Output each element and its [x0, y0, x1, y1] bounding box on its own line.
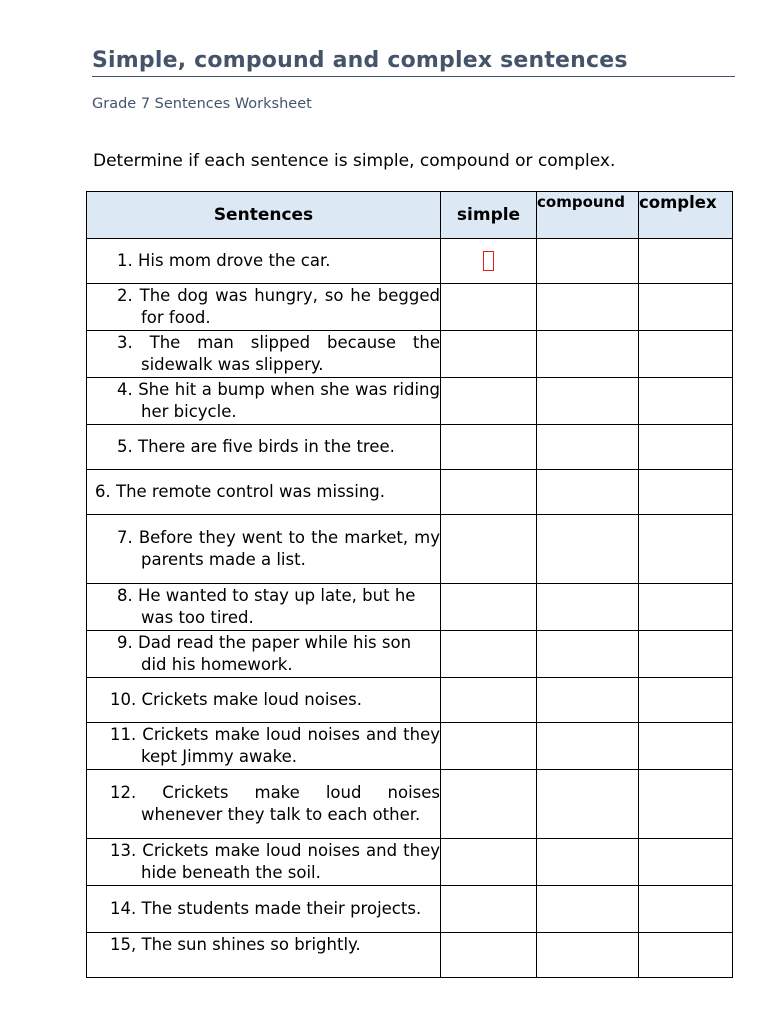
- compound-cell[interactable]: [537, 584, 639, 631]
- sentence-text: 13. Crickets make loud noises and they hide beneath the soil.: [110, 841, 440, 882]
- complex-cell[interactable]: [639, 631, 733, 678]
- sentence-text: 9. Dad read the paper while his son did his homework.: [117, 633, 412, 674]
- sentence-text: 2. The dog was hungry, so he begged for food.: [117, 286, 440, 327]
- header-compound: compound: [537, 192, 639, 239]
- compound-cell[interactable]: [537, 239, 639, 284]
- sentence-cell: [87, 378, 441, 425]
- table-row: [87, 425, 733, 470]
- sentence-cell: [87, 886, 441, 933]
- sentence-cell: [87, 584, 441, 631]
- complex-cell[interactable]: [639, 886, 733, 933]
- simple-cell[interactable]: [441, 239, 537, 284]
- compound-cell[interactable]: [537, 886, 639, 933]
- compound-cell[interactable]: [537, 631, 639, 678]
- sentence-cell: [87, 331, 441, 378]
- simple-cell[interactable]: [441, 678, 537, 723]
- complex-cell[interactable]: [639, 770, 733, 839]
- complex-cell[interactable]: [639, 284, 733, 331]
- table-row: [87, 723, 733, 770]
- sentence-cell: [87, 770, 441, 839]
- sentence-text: 4. She hit a bump when she was riding her bicycle.: [117, 380, 440, 421]
- sentences-table: [86, 191, 733, 978]
- complex-cell[interactable]: [639, 584, 733, 631]
- compound-cell[interactable]: [537, 515, 639, 584]
- sentence-cell: [87, 470, 441, 515]
- sentence-text: 11. Crickets make loud noises and they kept Jimmy awake.: [110, 725, 440, 766]
- sentence-text: 6. The remote control was missing.: [95, 482, 386, 501]
- table-row: [87, 331, 733, 378]
- table-header-row: [87, 192, 733, 239]
- simple-cell[interactable]: [441, 515, 537, 584]
- compound-cell[interactable]: [537, 378, 639, 425]
- sentence-text: 15, The sun shines so brightly.: [110, 935, 361, 954]
- sentence-cell: [87, 515, 441, 584]
- sentence-text: 3. The man slipped because the sidewalk was slippery.: [117, 333, 440, 374]
- table-row: [87, 631, 733, 678]
- header-simple: simple: [441, 192, 537, 239]
- complex-cell[interactable]: [639, 470, 733, 515]
- table-row: [87, 886, 733, 933]
- compound-cell[interactable]: [537, 425, 639, 470]
- simple-cell[interactable]: [441, 331, 537, 378]
- compound-cell[interactable]: [537, 678, 639, 723]
- table-row: [87, 770, 733, 839]
- sentence-text: 1. His mom drove the car.: [117, 251, 331, 270]
- table-row: [87, 378, 733, 425]
- table-row: [87, 284, 733, 331]
- complex-cell[interactable]: [639, 678, 733, 723]
- sentence-cell: [87, 284, 441, 331]
- compound-cell[interactable]: [537, 770, 639, 839]
- sentence-cell: [87, 678, 441, 723]
- compound-cell[interactable]: [537, 284, 639, 331]
- instructions: Determine if each sentence is simple, compound or complex.: [93, 151, 616, 171]
- compound-cell[interactable]: [537, 933, 639, 978]
- simple-cell[interactable]: [441, 933, 537, 978]
- table-row: [87, 933, 733, 978]
- sentence-text: 12. Crickets make loud noises whenever they talk to each other.: [110, 783, 440, 824]
- complex-cell[interactable]: [639, 425, 733, 470]
- simple-cell[interactable]: [441, 470, 537, 515]
- complex-cell[interactable]: [639, 378, 733, 425]
- sentence-text: 5. There are five birds in the tree.: [117, 437, 395, 456]
- complex-cell[interactable]: [639, 839, 733, 886]
- sentence-cell: [87, 933, 441, 978]
- compound-cell[interactable]: [537, 839, 639, 886]
- sentence-text: 10. Crickets make loud noises.: [110, 690, 363, 709]
- sentence-cell: [87, 631, 441, 678]
- sentence-text: 14. The students made their projects.: [110, 899, 422, 918]
- simple-cell[interactable]: [441, 723, 537, 770]
- table-row: [87, 470, 733, 515]
- simple-cell[interactable]: [441, 584, 537, 631]
- complex-cell[interactable]: [639, 331, 733, 378]
- sentence-cell: [87, 425, 441, 470]
- compound-cell[interactable]: [537, 331, 639, 378]
- worksheet-subtitle: Grade 7 Sentences Worksheet: [92, 96, 312, 112]
- header-complex: complex: [639, 192, 733, 239]
- table-row: [87, 239, 733, 284]
- sentence-cell: [87, 723, 441, 770]
- header-sentences: Sentences: [87, 192, 441, 239]
- complex-cell[interactable]: [639, 515, 733, 584]
- compound-cell[interactable]: [537, 470, 639, 515]
- checkbox-icon[interactable]: [483, 251, 494, 271]
- simple-cell[interactable]: [441, 886, 537, 933]
- sentence-cell: [87, 239, 441, 284]
- simple-cell[interactable]: [441, 425, 537, 470]
- table-row: [87, 839, 733, 886]
- table-row: [87, 678, 733, 723]
- simple-cell[interactable]: [441, 378, 537, 425]
- table-row: [87, 584, 733, 631]
- worksheet-title: Simple, compound and complex sentences: [92, 48, 735, 77]
- complex-cell[interactable]: [639, 723, 733, 770]
- simple-cell[interactable]: [441, 839, 537, 886]
- complex-cell[interactable]: [639, 239, 733, 284]
- sentence-text: 8. He wanted to stay up late, but he was too tired.: [117, 586, 416, 627]
- sentence-cell: [87, 839, 441, 886]
- simple-cell[interactable]: [441, 631, 537, 678]
- simple-cell[interactable]: [441, 770, 537, 839]
- compound-cell[interactable]: [537, 723, 639, 770]
- complex-cell[interactable]: [639, 933, 733, 978]
- simple-cell[interactable]: [441, 284, 537, 331]
- table-row: [87, 515, 733, 584]
- sentence-text: 7. Before they went to the market, my parents made a list.: [117, 528, 440, 569]
